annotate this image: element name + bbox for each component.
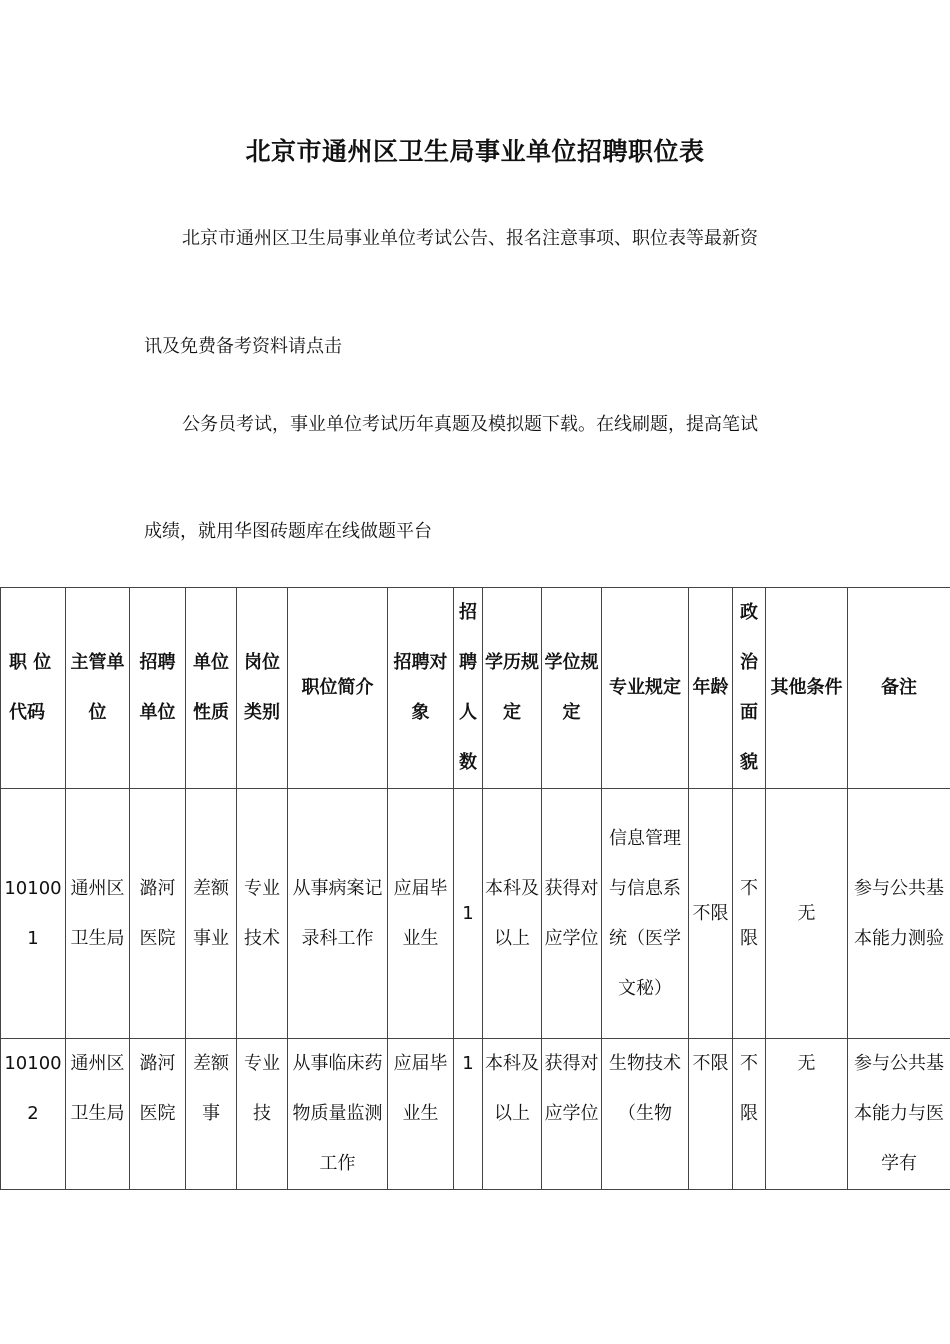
table-row [1, 1039, 950, 1190]
cell-unit: 潞河医院 [130, 789, 186, 1039]
cell-politics: 不限 [733, 1039, 766, 1190]
cell-age: 不限 [689, 1039, 733, 1190]
header-count: 招聘人数 [454, 588, 483, 789]
intro-line-1: 北京市通州区卫生局事业单位考试公告、报名注意事项、职位表等最新资 [182, 228, 758, 249]
header-intro: 职位简介 [288, 588, 388, 789]
cell-code: 101001 [1, 789, 66, 1039]
cell-remark: 参与公共基本能力测验 [848, 789, 950, 1039]
cell-category: 专业技 [237, 1039, 288, 1190]
cell-degree: 获得对应学位 [542, 1039, 602, 1190]
intro-line-4: 成绩，就用华图砖题库在线做题平台 [144, 521, 432, 542]
header-category: 岗位类别 [237, 588, 288, 789]
cell-degree: 获得对应学位 [542, 789, 602, 1039]
cell-age: 不限 [689, 789, 733, 1039]
header-remark: 备注 [848, 588, 950, 789]
cell-target: 应届毕业生 [388, 1039, 454, 1190]
cell-unit: 潞河医院 [130, 1039, 186, 1190]
cell-nature: 差额事业 [186, 789, 237, 1039]
cell-count: 1 [454, 1039, 483, 1190]
header-dept: 主管单位 [66, 588, 130, 789]
intro-line-2[interactable]: 讯及免费备考资料请点击 [144, 336, 342, 357]
cell-education: 本科及以上 [483, 1039, 542, 1190]
header-unit: 招聘单位 [130, 588, 186, 789]
header-code: 职 位代码 [1, 588, 66, 789]
cell-education: 本科及以上 [483, 789, 542, 1039]
page-title: 北京市通州区卫生局事业单位招聘职位表 [245, 137, 705, 166]
cell-dept: 通州区卫生局 [66, 789, 130, 1039]
header-education: 学历规定 [483, 588, 542, 789]
cell-intro: 从事病案记录科工作 [288, 789, 388, 1039]
header-other: 其他条件 [766, 588, 848, 789]
header-age: 年龄 [689, 588, 733, 789]
table-header-row [1, 588, 950, 789]
header-target: 招聘对象 [388, 588, 454, 789]
job-table [0, 587, 950, 1190]
cell-remark: 参与公共基本能力与医学有 [848, 1039, 950, 1190]
cell-code: 101002 [1, 1039, 66, 1190]
intro-line-3: 公务员考试，事业单位考试历年真题及模拟题下载。在线刷题，提高笔试 [182, 414, 758, 435]
cell-count: 1 [454, 789, 483, 1039]
cell-major: 信息管理与信息系统（医学文秘） [602, 789, 689, 1039]
cell-other: 无 [766, 1039, 848, 1190]
cell-intro: 从事临床药物质量监测工作 [288, 1039, 388, 1190]
cell-nature: 差额事 [186, 1039, 237, 1190]
cell-category: 专业技术 [237, 789, 288, 1039]
cell-other: 无 [766, 789, 848, 1039]
cell-major: 生物技术（生物 [602, 1039, 689, 1190]
header-major: 专业规定 [602, 588, 689, 789]
cell-dept: 通州区卫生局 [66, 1039, 130, 1190]
header-nature: 单位性质 [186, 588, 237, 789]
header-degree: 学位规定 [542, 588, 602, 789]
cell-target: 应届毕业生 [388, 789, 454, 1039]
header-politics: 政治面貌 [733, 588, 766, 789]
cell-politics: 不限 [733, 789, 766, 1039]
table-row [1, 789, 950, 1039]
